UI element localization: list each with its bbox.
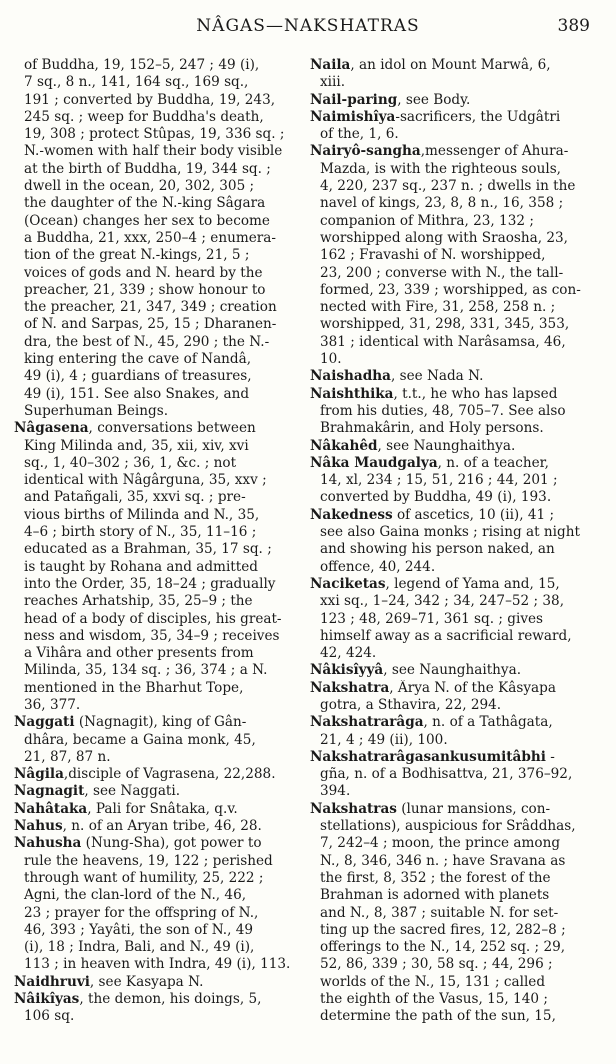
- index-entry-line: [14, 420, 296, 437]
- entry-text: mentioned in the Bharhut Tope,: [24, 679, 244, 696]
- index-continuation-line: [14, 368, 296, 385]
- entry-text: a Buddha, 21, xxx, 250–4 ; enumera-: [24, 229, 276, 246]
- index-continuation-line: [310, 835, 592, 852]
- index-entry-line: [310, 680, 592, 697]
- index-continuation-line: [310, 1008, 592, 1025]
- entry-text: 245 sq. ; weep for Buddha's death,: [24, 108, 264, 125]
- entry-text: 191 ; converted by Buddha, 19, 243,: [24, 91, 276, 108]
- index-continuation-line: [14, 732, 296, 749]
- entry-text: the daughter of the N.-king Sâgara: [24, 195, 266, 212]
- entry-text: (Nagnagit), king of Gân-: [74, 714, 247, 731]
- index-entry-line: [310, 749, 592, 766]
- entry-text: gotra, a Sthavira, 22, 294.: [320, 696, 502, 713]
- index-continuation-line: [310, 161, 592, 178]
- entry-text: (Ocean) changes her sex to become: [24, 212, 270, 229]
- entry-text: , see Naunghaithya.: [383, 662, 522, 679]
- index-continuation-line: [14, 316, 296, 333]
- entry-text: 19, 308 ; protect Stûpas, 19, 336 sq. ;: [24, 126, 285, 143]
- index-continuation-line: [14, 576, 296, 593]
- index-continuation-line: [310, 559, 592, 576]
- right-column: [310, 57, 592, 1026]
- index-continuation-line: [14, 680, 296, 697]
- entry-headword: Nakshatras: [310, 800, 397, 817]
- entry-text: , an idol on Mount Marwâ, 6,: [350, 57, 551, 73]
- index-continuation-line: [310, 351, 592, 368]
- index-continuation-line: [310, 593, 592, 610]
- index-continuation-line: [14, 265, 296, 282]
- index-continuation-line: [310, 178, 592, 195]
- index-continuation-line: [14, 299, 296, 316]
- entry-text: 46, 393 ; Yayâti, the son of N., 49: [24, 921, 254, 938]
- entry-text: , the demon, his doings, 5,: [79, 991, 262, 1008]
- entry-text: the first, 8, 352 ; the forest of the: [320, 869, 551, 886]
- index-continuation-line: [14, 334, 296, 351]
- index-continuation-line: [310, 974, 592, 991]
- index-continuation-line: [14, 489, 296, 506]
- entry-text: ,messenger of Ahura-: [420, 143, 569, 160]
- index-continuation-line: [310, 247, 592, 264]
- entry-text: Brahman is adorned with planets: [320, 887, 550, 904]
- index-continuation-line: [14, 905, 296, 922]
- index-continuation-line: [14, 507, 296, 524]
- index-continuation-line: [310, 766, 592, 783]
- entry-text: and showing his person naked, an: [320, 541, 555, 558]
- entry-text: , conversations between: [88, 420, 256, 437]
- index-continuation-line: [310, 783, 592, 800]
- entry-text: Brahmakârin, and Holy persons.: [320, 420, 544, 437]
- index-continuation-line: [14, 161, 296, 178]
- index-continuation-line: [310, 230, 592, 247]
- index-continuation-line: [310, 126, 592, 143]
- entry-text: head of a body of disciples, his great-: [24, 610, 282, 627]
- entry-text: Agni, the clan-lord of the N., 46,: [24, 887, 247, 904]
- entry-text: 394.: [320, 783, 351, 800]
- entry-text: offerings to the N., 14, 252 sq. ; 29,: [320, 939, 566, 956]
- entry-text: N., 8, 346, 346 n. ; have Sravana as: [320, 852, 566, 869]
- entry-text: 123 ; 48, 269–71, 361 sq. ; gives: [320, 610, 544, 627]
- index-continuation-line: [310, 697, 592, 714]
- index-continuation-line: [14, 386, 296, 403]
- entry-headword: Nâkahêd: [310, 437, 378, 454]
- entry-text: ting up the sacred fires, 12, 282–8 ;: [320, 921, 566, 938]
- index-continuation-line: [310, 645, 592, 662]
- index-entry-line: [310, 368, 592, 385]
- index-continuation-line: [14, 403, 296, 420]
- entry-text: vious births of Milinda and N., 35,: [24, 506, 260, 523]
- index-continuation-line: [310, 282, 592, 299]
- index-continuation-line: [310, 939, 592, 956]
- index-continuation-line: [310, 887, 592, 904]
- index-continuation-line: [14, 213, 296, 230]
- entry-text: 14, xl, 234 ; 15, 51, 216 ; 44, 201 ;: [320, 472, 558, 489]
- index-continuation-line: [310, 524, 592, 541]
- entry-text: offence, 40, 244.: [320, 558, 436, 575]
- entry-text: , n. of a Tathâgata,: [423, 714, 553, 731]
- entry-text: 21, 4 ; 49 (ii), 100.: [320, 731, 448, 748]
- index-entry-line: [14, 991, 296, 1008]
- index-continuation-line: [14, 230, 296, 247]
- index-entry-line: [14, 974, 296, 991]
- entry-text: Milinda, 35, 134 sq. ; 36, 374 ; a N.: [24, 662, 268, 679]
- index-continuation-line: [310, 541, 592, 558]
- index-entry-line: [310, 438, 592, 455]
- index-entry-line: [310, 576, 592, 593]
- entry-text: king entering the cave of Nandâ,: [24, 351, 252, 368]
- index-continuation-line: [14, 628, 296, 645]
- entry-headword: Nâgasena: [14, 420, 89, 437]
- entry-text: is taught by Rohana and admitted: [24, 558, 258, 575]
- index-continuation-line: [310, 195, 592, 212]
- index-continuation-line: [310, 611, 592, 628]
- entry-headword: Nakshatra: [310, 679, 390, 696]
- index-continuation-line: [14, 593, 296, 610]
- entry-headword: Nâikîyas: [14, 991, 80, 1008]
- entry-text: 52, 86, 339 ; 30, 58 sq. ; 44, 296 ;: [320, 956, 553, 973]
- running-head: [0, 16, 616, 38]
- index-entry-line: [310, 143, 592, 160]
- entry-text: xiii.: [320, 74, 346, 91]
- entry-text: dra, the best of N., 45, 290 ; the N.-: [24, 333, 270, 350]
- entry-text: gña, n. of a Bodhisattva, 21, 376–92,: [320, 766, 573, 783]
- entry-headword: Nakshatrarâga: [310, 714, 424, 731]
- entry-text: of Buddha, 19, 152–5, 247 ; 49 (i),: [24, 57, 260, 73]
- entry-text: and Patañgali, 35, xxvi sq. ; pre-: [24, 489, 246, 506]
- entry-headword: Naciketas: [310, 575, 386, 592]
- index-continuation-line: [14, 178, 296, 195]
- index-entry-line: [310, 714, 592, 731]
- entry-text: 106 sq.: [24, 1008, 75, 1025]
- index-entry-line: [14, 714, 296, 731]
- index-continuation-line: [14, 92, 296, 109]
- entry-text: 4, 220, 237 sq., 237 n. ; dwells in the: [320, 178, 576, 195]
- entry-text: , see Body.: [397, 91, 471, 108]
- index-continuation-line: [310, 956, 592, 973]
- index-continuation-line: [14, 956, 296, 973]
- entry-text: dwell in the ocean, 20, 302, 305 ;: [24, 178, 255, 195]
- entry-text: of N. and Sarpas, 25, 15 ; Dharanen-: [24, 316, 277, 333]
- entry-text: converted by Buddha, 49 (i), 193.: [320, 489, 552, 506]
- entry-text: a Vihâra and other presents from: [24, 645, 254, 662]
- index-continuation-line: [310, 213, 592, 230]
- entry-text: 36, 377.: [24, 696, 81, 713]
- entry-text: 10.: [320, 351, 342, 368]
- index-entry-line: [14, 766, 296, 783]
- entry-text: , n. of a teacher,: [437, 454, 549, 471]
- entry-headword: Naila: [310, 57, 351, 73]
- entry-text: , see Nada N.: [390, 368, 484, 385]
- entry-text: -sacrificers, the Udgâtri: [395, 108, 561, 125]
- entry-text: ,disciple of Vagrasena, 22,288.: [63, 766, 276, 783]
- entry-text: preacher, 21, 339 ; show honour to: [24, 281, 266, 298]
- index-continuation-line: [14, 438, 296, 455]
- index-entry-line: [310, 801, 592, 818]
- index-continuation-line: [14, 749, 296, 766]
- entry-headword: Nakedness: [310, 506, 393, 523]
- index-continuation-line: [310, 922, 592, 939]
- entry-headword: Naimishîya: [310, 108, 396, 125]
- entry-headword: Nahâtaka: [14, 800, 88, 817]
- index-continuation-line: [14, 143, 296, 160]
- entry-headword: Naishadha: [310, 368, 391, 385]
- index-continuation-line: [14, 887, 296, 904]
- index-continuation-line: [14, 1008, 296, 1025]
- index-continuation-line: [14, 247, 296, 264]
- entry-text: 21, 87, 87 n.: [24, 748, 111, 765]
- entry-text: the preacher, 21, 347, 349 ; creation: [24, 299, 277, 316]
- index-continuation-line: [310, 74, 592, 91]
- entry-text: , Ârya N. of the Kâsyapa: [389, 679, 556, 696]
- index-entry-line: [14, 835, 296, 852]
- entry-text: into the Order, 35, 18–24 ; gradually: [24, 575, 276, 592]
- entry-text: N.-women with half their body visible: [24, 143, 283, 160]
- index-continuation-line: [310, 299, 592, 316]
- index-continuation-line: [310, 870, 592, 887]
- entry-text: 4–6 ; birth story of N., 35, 11–16 ;: [24, 524, 257, 541]
- index-continuation-line: [14, 922, 296, 939]
- entry-text: , Pali for Snâtaka, q.v.: [87, 800, 238, 817]
- index-entry-line: [14, 801, 296, 818]
- entry-text: 49 (i), 4 ; guardians of treasures,: [24, 368, 252, 385]
- entry-headword: Nâkisîyyâ: [310, 662, 384, 679]
- index-continuation-line: [310, 403, 592, 420]
- entry-text: tion of the great N.-kings, 21, 5 ;: [24, 247, 250, 264]
- index-continuation-line: [14, 74, 296, 91]
- entry-headword: Naggati: [14, 714, 75, 731]
- entry-headword: Nakshatrarâgasankusumitâbhi: [310, 748, 546, 765]
- entry-text: 113 ; in heaven with Indra, 49 (i), 113.: [24, 956, 291, 973]
- index-entry-line: [310, 455, 592, 472]
- index-continuation-line: [14, 524, 296, 541]
- entry-text: , n. of an Aryan tribe, 46, 28.: [62, 818, 262, 835]
- entry-text: through want of humility, 25, 222 ;: [24, 869, 264, 886]
- index-continuation-line: [14, 472, 296, 489]
- index-continuation-line: [310, 818, 592, 835]
- index-continuation-line: [14, 351, 296, 368]
- entry-text: of the, 1, 6.: [320, 126, 399, 143]
- index-continuation-line: [310, 334, 592, 351]
- entry-text: -: [545, 748, 555, 765]
- entry-text: , legend of Yama and, 15,: [385, 575, 560, 592]
- entry-text: see also Gaina monks ; rising at night: [320, 524, 580, 541]
- index-entry-line: [310, 109, 592, 126]
- entry-text: worlds of the N., 15, 131 ; called: [320, 973, 546, 990]
- page-number: 389: [557, 16, 590, 36]
- entry-text: dhâra, became a Gaina monk, 45,: [24, 731, 256, 748]
- index-continuation-line: [14, 697, 296, 714]
- index-entry-line: [14, 783, 296, 800]
- entry-text: rule the heavens, 19, 122 ; perished: [24, 852, 273, 869]
- entry-text: worshipped, 31, 298, 331, 345, 353,: [320, 316, 570, 333]
- index-continuation-line: [14, 109, 296, 126]
- entry-text: formed, 23, 339 ; worshipped, as con-: [320, 281, 581, 298]
- entry-text: 381 ; identical with Narâsamsa, 46,: [320, 333, 566, 350]
- index-continuation-line: [310, 316, 592, 333]
- entry-text: at the birth of Buddha, 19, 344 sq. ;: [24, 160, 271, 177]
- entry-text: (i), 18 ; Indra, Bali, and N., 49 (i),: [24, 939, 255, 956]
- index-continuation-line: [14, 853, 296, 870]
- index-continuation-line: [14, 541, 296, 558]
- entry-headword: Nairyô-sangha: [310, 143, 421, 160]
- index-continuation-line: [14, 645, 296, 662]
- entry-headword: Nail-paring: [310, 91, 398, 108]
- entry-text: determine the path of the sun, 15,: [320, 1008, 556, 1025]
- index-continuation-line: [14, 126, 296, 143]
- index-entry-line: [310, 507, 592, 524]
- index-entry-line: [310, 57, 592, 74]
- entry-headword: Naidhruvi: [14, 973, 90, 990]
- entry-headword: Nâgila: [14, 766, 64, 783]
- index-continuation-line: [14, 455, 296, 472]
- index-continuation-line: [310, 489, 592, 506]
- index-entry-line: [310, 92, 592, 109]
- entry-text: nected with Fire, 31, 258, 258 n. ;: [320, 299, 556, 316]
- entry-text: educated as a Brahman, 35, 17 sq. ;: [24, 541, 272, 558]
- index-continuation-line: [310, 853, 592, 870]
- entry-text: , see Kasyapa N.: [89, 973, 204, 990]
- entry-text: (Nung-Sha), got power to: [81, 835, 262, 852]
- entry-text: Superhuman Beings.: [24, 402, 169, 419]
- index-entry-line: [14, 818, 296, 835]
- index-continuation-line: [14, 870, 296, 887]
- index-continuation-line: [14, 611, 296, 628]
- index-continuation-line: [14, 57, 296, 74]
- entry-text: voices of gods and N. heard by the: [24, 264, 263, 281]
- index-continuation-line: [310, 420, 592, 437]
- entry-text: 162 ; Fravashi of N. worshipped,: [320, 247, 546, 264]
- index-continuation-line: [310, 265, 592, 282]
- entry-text: 42, 424.: [320, 645, 377, 662]
- index-continuation-line: [310, 472, 592, 489]
- entry-text: , see Naunghaithya.: [377, 437, 516, 454]
- entry-text: navel of kings, 23, 8, 8 n., 16, 358 ;: [320, 195, 564, 212]
- index-continuation-line: [310, 905, 592, 922]
- entry-text: worshipped along with Sraosha, 23,: [320, 229, 568, 246]
- index-continuation-line: [14, 662, 296, 679]
- entry-text: 49 (i), 151. See also Snakes, and: [24, 385, 250, 402]
- index-entry-line: [310, 662, 592, 679]
- entry-text: 23, 200 ; converse with N., the tall-: [320, 264, 564, 281]
- entry-text: identical with Nâgârguna, 35, xxv ;: [24, 472, 267, 489]
- entry-text: from his duties, 48, 705–7. See also: [320, 402, 566, 419]
- index-continuation-line: [14, 559, 296, 576]
- entry-headword: Nâka Maudgalya: [310, 454, 438, 471]
- index-entry-line: [310, 386, 592, 403]
- entry-text: , t.t., he who has lapsed: [393, 385, 558, 402]
- entry-headword: Nahus: [14, 818, 63, 835]
- entry-headword: Naishthika: [310, 385, 394, 402]
- entry-text: stellations), auspicious for Srâddhas,: [320, 818, 576, 835]
- entry-text: Mazda, is with the righteous souls,: [320, 160, 561, 177]
- entry-text: (lunar mansions, con-: [396, 800, 551, 817]
- index-continuation-line: [310, 732, 592, 749]
- index-continuation-line: [14, 939, 296, 956]
- left-column: [14, 57, 296, 1026]
- entry-text: himself away as a sacrificial reward,: [320, 627, 572, 644]
- entry-text: 23 ; prayer for the offspring of N.,: [24, 904, 259, 921]
- index-continuation-line: [310, 628, 592, 645]
- entry-text: 7 sq., 8 n., 141, 164 sq., 169 sq.,: [24, 74, 249, 91]
- index-continuation-line: [14, 195, 296, 212]
- entry-text: sq., 1, 40–302 ; 36, 1, &c. ; not: [24, 454, 237, 471]
- entry-text: ness and wisdom, 35, 34–9 ; receives: [24, 627, 280, 644]
- entry-text: 7, 242–4 ; moon, the prince among: [320, 835, 561, 852]
- entry-text: King Milinda and, 35, xii, xiv, xvi: [24, 437, 249, 454]
- entry-text: xxi sq., 1–24, 342 ; 34, 247–52 ; 38,: [320, 593, 565, 610]
- index-continuation-line: [310, 991, 592, 1008]
- page-title: NÂGAS—NAKSHATRAS: [196, 16, 420, 36]
- entry-text: of ascetics, 10 (ii), 41 ;: [392, 506, 555, 523]
- entry-headword: Nahusha: [14, 835, 82, 852]
- entry-text: the eighth of the Vasus, 15, 140 ;: [320, 991, 548, 1008]
- entry-text: companion of Mithra, 23, 132 ;: [320, 212, 534, 229]
- entry-text: and N., 8, 387 ; suitable N. for set-: [320, 904, 559, 921]
- entry-text: reaches Arhatship, 35, 25–9 ; the: [24, 593, 253, 610]
- entry-text: , see Naggati.: [84, 783, 181, 800]
- entry-headword: Nagnagit: [14, 783, 85, 800]
- index-continuation-line: [14, 282, 296, 299]
